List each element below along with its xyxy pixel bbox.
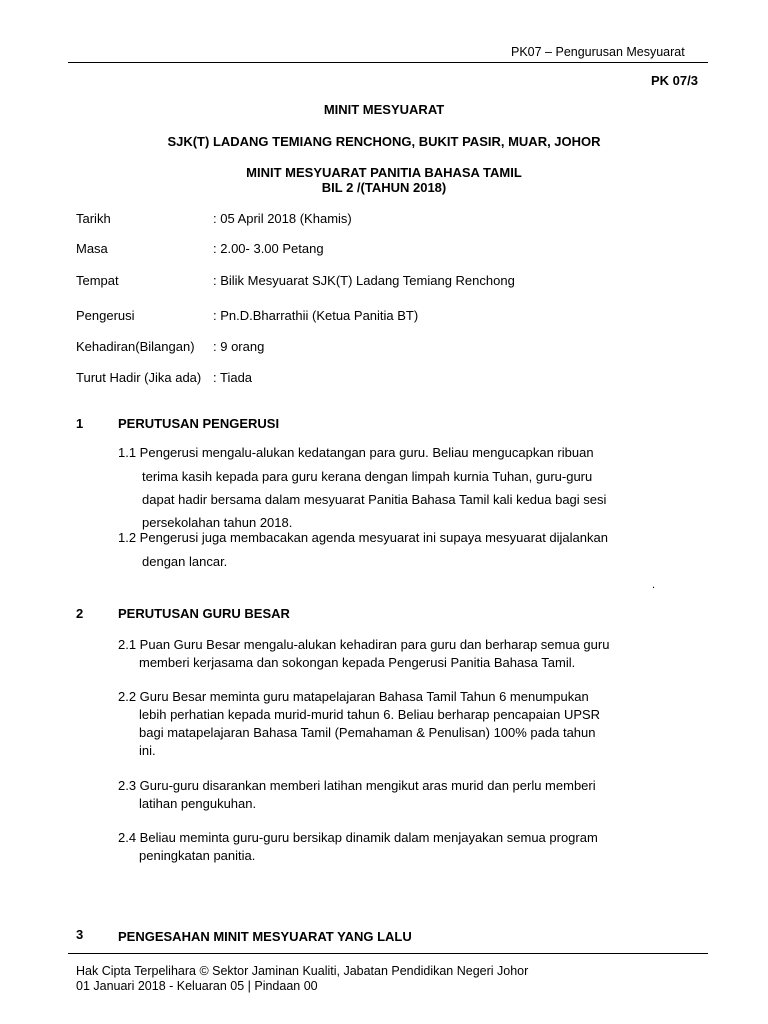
item-2-4-line-1: 2.4 Beliau meminta guru-guru bersikap dinamik dalam menjayakan semua program — [118, 830, 598, 845]
detail-value-kehadiran: : 9 orang — [213, 339, 265, 354]
detail-label-tempat: Tempat — [76, 273, 119, 288]
title-school: SJK(T) LADANG TEMIANG RENCHONG, BUKIT PASIR, MUAR, JOHOR — [167, 134, 601, 149]
stray-dot: . — [652, 579, 656, 591]
item-2-3-line-1: 2.3 Guru-guru disarankan memberi latihan mengikut aras murid dan perlu memberi — [118, 778, 596, 793]
title-meeting: MINIT MESYUARAT PANITIA BAHASA TAMIL — [246, 165, 522, 180]
item-2-4-line-2: peningkatan panitia. — [139, 848, 256, 863]
section-1-number: 1 — [76, 416, 84, 431]
item-2-1-line-1: 2.1 Puan Guru Besar mengalu-alukan kehadiran para guru dan berharap semua guru — [118, 637, 610, 652]
section-2-number: 2 — [76, 606, 84, 621]
item-2-1-line-2: memberi kerjasama dan sokongan kepada Pengerusi Panitia Bahasa Tamil. — [139, 655, 576, 670]
detail-label-pengerusi: Pengerusi — [76, 308, 135, 323]
footer-copyright: Hak Cipta Terpelihara © Sektor Jaminan Kualiti, Jabatan Pendidikan Negeri Johor — [76, 964, 529, 978]
detail-value-pengerusi: : Pn.D.Bharrathii (Ketua Panitia BT) — [213, 308, 419, 323]
item-1-1-line-4: persekolahan tahun 2018. — [142, 515, 293, 530]
detail-label-turut-hadir: Turut Hadir (Jika ada) — [76, 370, 202, 385]
detail-label-masa: Masa — [76, 241, 108, 256]
item-1-2-line-2: dengan lancar. — [142, 554, 228, 569]
item-2-2-line-1: 2.2 Guru Besar meminta guru matapelajaran Bahasa Tamil Tahun 6 menumpukan — [118, 689, 589, 704]
item-2-3-line-2: latihan pengukuhan. — [139, 796, 257, 811]
detail-value-tempat: : Bilik Mesyuarat SJK(T) Ladang Temiang Renchong — [213, 273, 515, 288]
header-rule — [68, 62, 708, 63]
section-3-number: 3 — [76, 927, 84, 942]
item-2-2-line-2: lebih perhatian kepada murid-murid tahun 6. Beliau berharap pencapaian UPSR — [139, 707, 601, 722]
footer-rule — [68, 953, 708, 954]
item-2-2-line-3: bagi matapelajaran Bahasa Tamil (Pemahaman & Penulisan) 100% pada tahun — [139, 725, 596, 740]
section-3-heading: PENGESAHAN MINIT MESYUARAT YANG LALU — [118, 929, 412, 944]
running-title: PK07 – Pengurusan Mesyuarat — [511, 45, 685, 59]
title-minit: MINIT MESYUARAT — [323, 102, 445, 117]
item-1-1-line-3: dapat hadir bersama dalam mesyuarat Panitia Bahasa Tamil kali kedua bagi sesi — [142, 492, 607, 507]
title-bil: BIL 2 /(TAHUN 2018) — [321, 180, 447, 195]
section-2-heading: PERUTUSAN GURU BESAR — [118, 606, 290, 621]
section-1-heading: PERUTUSAN PENGERUSI — [118, 416, 280, 431]
detail-value-turut-hadir: : Tiada — [213, 370, 253, 385]
item-1-2-line-1: 1.2 Pengerusi juga membacakan agenda mesyuarat ini supaya mesyuarat dijalankan — [118, 530, 608, 545]
detail-label-tarikh: Tarikh — [76, 211, 111, 226]
item-2-2-line-4: ini. — [139, 743, 156, 758]
item-1-1-line-1: 1.1 Pengerusi mengalu-alukan kedatangan para guru. Beliau mengucapkan ribuan — [118, 445, 594, 460]
detail-label-kehadiran: Kehadiran(Bilangan) — [76, 339, 195, 354]
footer-issue: 01 Januari 2018 - Keluaran 05 | Pindaan 00 — [76, 979, 318, 993]
detail-value-masa: : 2.00- 3.00 Petang — [213, 241, 324, 256]
detail-value-tarikh: : 05 April 2018 (Khamis) — [213, 211, 352, 226]
item-1-1-line-2: terima kasih kepada para guru kerana dengan limpah kurnia Tuhan, guru-guru — [142, 469, 593, 484]
doc-code: PK 07/3 — [651, 73, 698, 88]
